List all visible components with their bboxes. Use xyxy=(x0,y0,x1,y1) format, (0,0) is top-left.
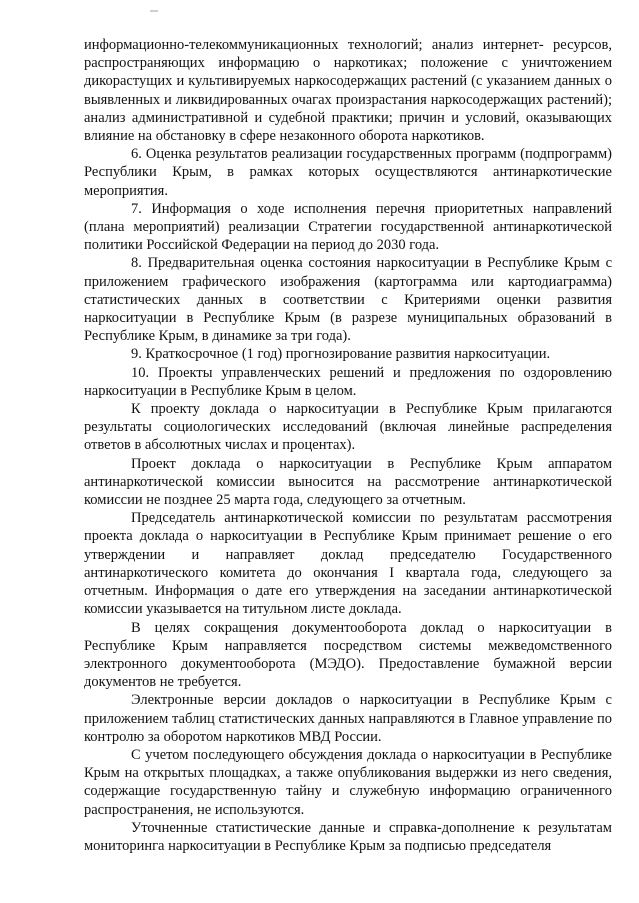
paragraph-updated-statistics: Уточненные статистические данные и справка-дополнение к результатам мониторинга наркоситуации в Республике Крым за подписью председателя xyxy=(84,819,612,854)
paragraph-item-7: 7. Информация о ходе исполнения перечня приоритетных направлений (плана мероприятий) реализации Стратегии государственной антинаркотической политики Российской Федерации на период до 2030 года. xyxy=(84,200,612,254)
paragraph-medo: В целях сокращения документооборота доклад о наркоситуации в Республике Крым направляется посредством системы межведомственного электронного документооборота (МЭДО). Предоставление бумажной версии документов не требуется. xyxy=(84,619,612,691)
paragraph-item-9: 9. Краткосрочное (1 год) прогнозирование развития наркоситуации. xyxy=(131,346,551,363)
paragraph-open-discussion: С учетом последующего обсуждения доклада о наркоситуации в Республике Крым на открытых площадках, а также опубликования выдержки из него сведения, содержащие государственную тайну и служебную информацию ограниченного распространения, не используются. xyxy=(84,746,612,818)
paragraph-chairman-decision: Председатель антинаркотической комиссии по результатам рассмотрения проекта доклада о наркоситуации в Республике Крым принимает решение о его утверждении и направляет доклад председателю Государственного антинаркотического комитета до окончания I квартала года, следующего за отчетным. Информация о дате его утверждения на заседании антинаркотической комиссии указывается на титульном листе доклада. xyxy=(84,510,612,618)
scan-artifact xyxy=(150,10,158,12)
paragraph-commission-review: Проект доклада о наркоситуации в Республике Крым аппаратом антинаркотической комиссии выносится на рассмотрение антинаркотической комиссии не позднее 25 марта года, следующего за отчетным. xyxy=(84,455,612,509)
paragraph-item-8: 8. Предварительная оценка состояния наркоситуации в Республике Крым с приложением графического изображения (картограмма или картодиаграмма) статистических данных в соответствии с Критериями оценки развития наркоситуации в Республике Крым (в разрезе муниципальных образований в Республике Крым, в динамике за три года). xyxy=(84,255,612,345)
paragraph-item-6: 6. Оценка результатов реализации государственных программ (подпрограмм) Республики Крым, в рамках которых осуществляются антинаркотические мероприятия. xyxy=(84,146,612,199)
paragraph-sociology-attachment: К проекту доклада о наркоситуации в Республике Крым прилагаются результаты социологических исследований (включая линейные распределения ответов в абсолютных числах и процентах). xyxy=(84,401,612,454)
paragraph-electronic-versions: Электронные версии докладов о наркоситуации в Республике Крым с приложением таблиц статистических данных направляются в Главное управление по контролю за оборотом наркотиков МВД России. xyxy=(84,692,612,745)
document-page xyxy=(84,36,612,855)
paragraph-item-10: 10. Проекты управленческих решений и предложения по оздоровлению наркоситуации в Республике Крым в целом. xyxy=(84,364,612,399)
paragraph-analysis-continuation: информационно-телекоммуникационных технологий; анализ интернет- ресурсов, распространяющих информацию о наркотиках; положение с уничтожением дикорастущих и культивируемых наркосодержащих растений (с указанием данных о выявленных и ликвидированных очагах произрастания наркосодержащих растений); анализ административной и судебной практики; причин и условий, оказывающих влияние на обстановку в сфере незаконного оборота наркотиков. xyxy=(84,37,612,145)
